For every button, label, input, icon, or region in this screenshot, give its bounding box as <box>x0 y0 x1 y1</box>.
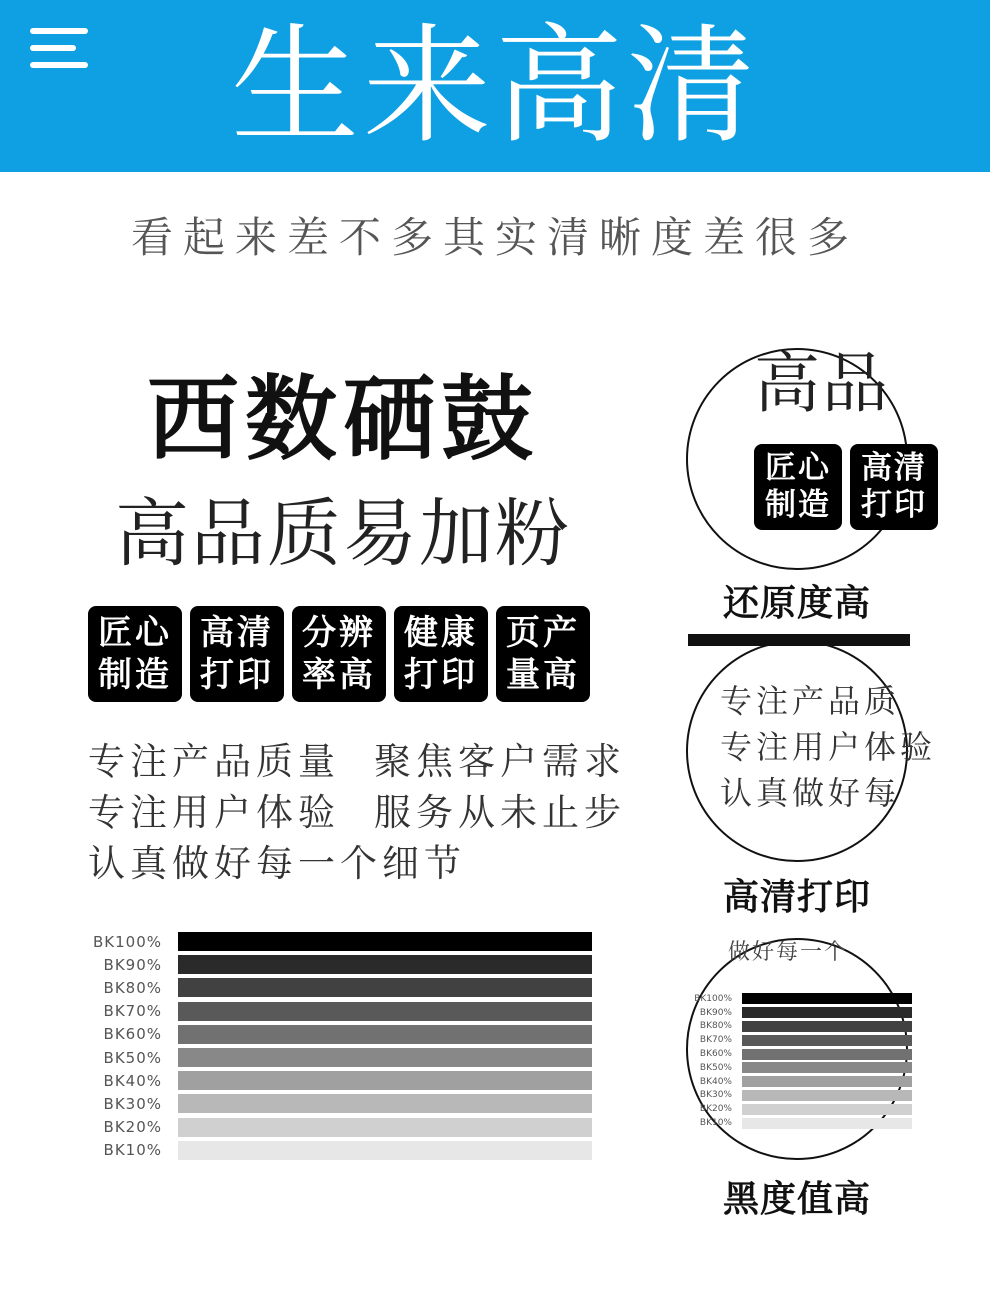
zoom-bk-row <box>688 1075 912 1089</box>
bk-row <box>88 1046 598 1069</box>
bk-bar <box>178 1048 592 1067</box>
zoom-bk-bar <box>742 1076 912 1087</box>
zoom-badge <box>850 444 938 530</box>
slogan-line <box>88 787 626 838</box>
badge-line: 分辨 <box>302 613 376 653</box>
slogan-left: 专注用户体验 <box>88 791 340 834</box>
bk-bar <box>178 1002 592 1021</box>
zoom-bk-bar <box>742 1104 912 1115</box>
bk-row <box>88 976 598 999</box>
zoom-circle-blackness <box>686 938 908 1160</box>
badge-line: 页产 <box>506 613 580 653</box>
zoom-bk-bar <box>742 1049 912 1060</box>
zoom-bk-label: BK100% <box>694 993 732 1004</box>
zoom-bk-row <box>688 1020 912 1034</box>
header-banner <box>0 0 990 172</box>
bk-label: BK40% <box>103 1071 162 1090</box>
bk-bar <box>178 955 592 974</box>
zoom-text-lines <box>720 678 936 816</box>
zoom-edge-bar <box>688 634 910 646</box>
zoom-bk-label: BK40% <box>699 1076 732 1087</box>
bk-label: BK20% <box>103 1118 162 1137</box>
bk-bar <box>178 932 592 951</box>
zoom-badge <box>754 444 842 530</box>
badge-line: 制造 <box>98 655 172 695</box>
slogan-left: 专注产品质量 <box>88 740 340 783</box>
badge-line: 匠心 <box>765 450 831 486</box>
bk-row <box>88 1069 598 1092</box>
badge-line: 健康 <box>404 613 478 653</box>
zoom-bk-row <box>688 1061 912 1075</box>
bk-row <box>88 1023 598 1046</box>
zoom-bk-row <box>688 1047 912 1061</box>
bk-row <box>88 1139 598 1162</box>
bk-label: BK90% <box>103 955 162 974</box>
zoom-bk-row <box>688 1102 912 1116</box>
zoom-bk-bar <box>742 1118 912 1129</box>
bk-row <box>88 1000 598 1023</box>
badge-line: 匠心 <box>98 613 172 653</box>
bk-label: BK100% <box>92 932 162 951</box>
slogan-right: 服务从未止步 <box>374 791 626 834</box>
zoom-line: 专注产品质 <box>720 682 901 720</box>
zoom-circle-hd-print <box>686 640 937 862</box>
zoom-bk-label: BK60% <box>699 1049 732 1060</box>
bk-bar <box>178 1094 592 1113</box>
bk-bar <box>178 978 592 997</box>
bk-label: BK50% <box>103 1048 162 1067</box>
product-tagline: 高品质易加粉 <box>115 491 571 577</box>
bk-bar <box>178 1118 592 1137</box>
bk-label: BK60% <box>103 1025 162 1044</box>
zoom-caption: 高清打印 <box>722 877 871 918</box>
slogan-line <box>88 838 608 889</box>
bk-row <box>88 930 598 953</box>
zoom-bk-bar <box>742 1007 912 1018</box>
zoom-bk-label: BK70% <box>699 1035 732 1046</box>
badge-line: 打印 <box>200 655 274 695</box>
zoom-circle-restoration <box>686 345 927 570</box>
zoom-bk-label: BK90% <box>699 1007 732 1018</box>
zoom-bk-row <box>688 1033 912 1047</box>
bk-bar <box>178 1141 592 1160</box>
bk-label: BK70% <box>103 1002 162 1021</box>
zoom-bk-row <box>688 1116 912 1130</box>
bk-label: BK30% <box>103 1094 162 1113</box>
bk-bar <box>178 1071 592 1090</box>
zoom-bk-bar <box>742 1035 912 1046</box>
zoom-bk-label: BK50% <box>699 1062 732 1073</box>
zoom-bk-label: BK10% <box>699 1118 732 1129</box>
badge-line: 高清 <box>861 450 927 486</box>
badge-line: 量高 <box>506 655 580 695</box>
zoom-bk-bar <box>742 1021 912 1032</box>
bk-bar <box>178 1025 592 1044</box>
zoom-bk-bar <box>742 1090 912 1101</box>
page-title: 生来高清 <box>230 12 759 161</box>
feature-badge <box>88 606 182 702</box>
badge-line: 打印 <box>861 487 927 523</box>
zoom-bk-label: BK20% <box>699 1104 732 1115</box>
feature-badge <box>190 606 284 702</box>
bk-row <box>88 953 598 976</box>
page-subtitle: 看起来差不多其实清晰度差很多 <box>130 213 859 262</box>
bk-row <box>88 1116 598 1139</box>
zoom-text: 做好每一个 <box>728 940 849 965</box>
bk-label: BK80% <box>103 978 162 997</box>
slogan-block <box>88 736 626 889</box>
bk-row <box>88 1092 598 1115</box>
zoom-bk-bar <box>742 1062 912 1073</box>
zoom-bk-label: BK30% <box>699 1090 732 1101</box>
zoom-caption: 还原度高 <box>722 583 871 624</box>
badge-line: 率高 <box>302 655 376 695</box>
product-title: 西数硒鼓 <box>146 366 539 473</box>
badge-line: 制造 <box>765 487 831 523</box>
slogan-left: 认真做好每一个细节 <box>88 842 466 885</box>
zoom-bk-label: BK80% <box>699 1021 732 1032</box>
feature-badge <box>394 606 488 702</box>
zoom-text: 高品 <box>754 345 890 422</box>
slogan-right: 聚焦客户需求 <box>374 740 626 783</box>
zoom-line: 专注用户体验 <box>720 728 937 766</box>
zoom-line: 认真做好每 <box>720 774 901 812</box>
slogan-line <box>88 736 626 787</box>
zoom-bk-row <box>688 1006 912 1020</box>
zoom-bk-row <box>688 992 912 1006</box>
feature-badges <box>88 606 598 702</box>
zoom-black-scale <box>688 992 912 1130</box>
badge-line: 高清 <box>200 613 274 653</box>
zoom-bk-bar <box>742 993 912 1004</box>
badge-line: 打印 <box>404 655 478 695</box>
feature-badge <box>292 606 386 702</box>
zoom-bk-row <box>688 1089 912 1103</box>
zoom-caption: 黑度值高 <box>722 1179 871 1220</box>
black-level-scale <box>88 930 598 1162</box>
bk-label: BK10% <box>103 1141 162 1160</box>
feature-badge <box>496 606 590 702</box>
